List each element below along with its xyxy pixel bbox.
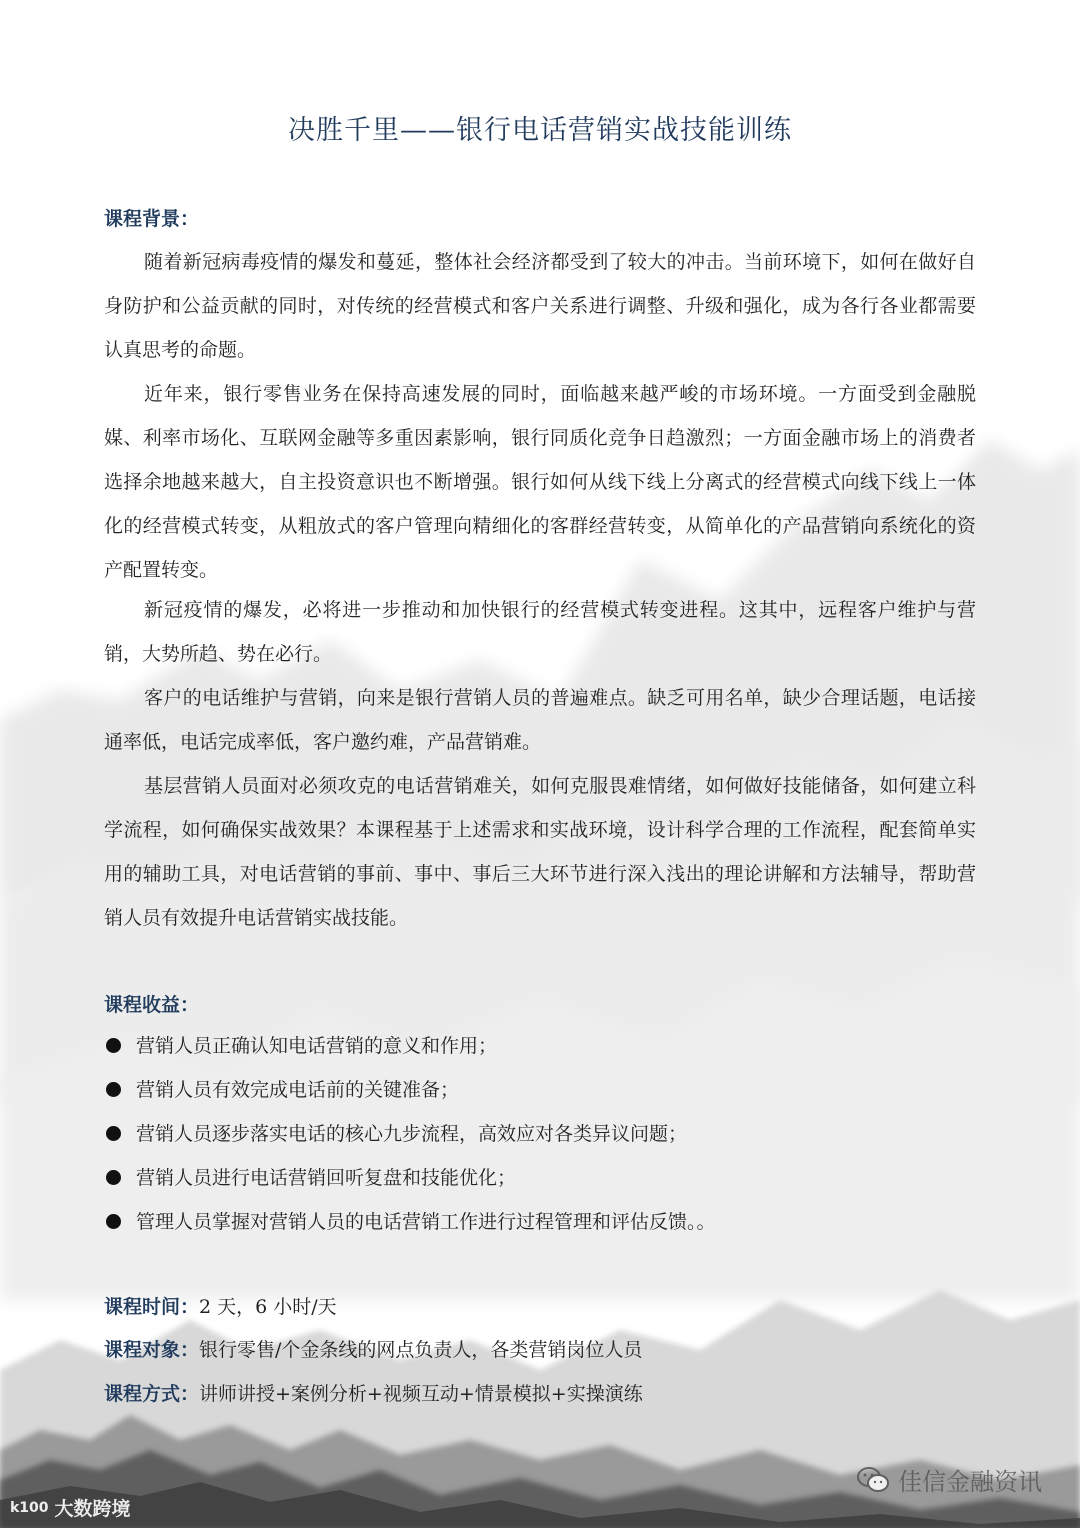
list-item: 营销人员正确认知电话营销的意义和作用； <box>104 1024 984 1068</box>
section-heading-benefits: 课程收益： <box>104 994 200 1016</box>
list-item: 管理人员掌握对营销人员的电话营销工作进行过程管理和评估反馈。。 <box>104 1200 984 1244</box>
background-paragraph-1: 随着新冠病毒疫情的爆发和蔓延，整体社会经济都受到了较大的冲击。当前环境下，如何在做好自身防护和公益贡献的同时，对传统的经营模式和客户关系进行调整、升级和强化，成为各行各业都需要认真思考的命题。 <box>104 251 976 361</box>
bullet-icon <box>106 1214 121 1229</box>
course-target-value: 银行零售/个金条线的网点负责人，各类营销岗位人员 <box>199 1339 643 1361</box>
course-method-label: 课程方式： <box>104 1383 200 1405</box>
course-time-label: 课程时间： <box>104 1296 200 1318</box>
background-paragraph-4: 客户的电话维护与营销，向来是银行营销人员的普遍难点。缺乏可用名单，缺少合理话题，电话接通率低，电话完成率低，客户邀约难，产品营销难。 <box>104 687 976 753</box>
platform-watermark <box>10 1494 131 1521</box>
list-item: 营销人员逐步落实电话的核心九步流程，高效应对各类异议问题； <box>104 1112 984 1156</box>
platform-logo: k100 <box>10 1499 49 1516</box>
platform-watermark-text: 大数跨境 <box>54 1498 131 1520</box>
background-paragraph-5: 基层营销人员面对必须攻克的电话营销难关，如何克服畏难情绪，如何做好技能储备，如何建立科学流程，如何确保实战效果？本课程基于上述需求和实战环境，设计科学合理的工作流程，配套简单实用的辅助工具，对电话营销的事前、事中、事后三大环节进行深入浅出的理论讲解和方法辅导，帮助营销人员有效提升电话营销实战技能。 <box>104 775 976 929</box>
bullet-icon <box>106 1170 121 1185</box>
bullet-icon <box>106 1126 121 1141</box>
background-paragraph-3: 新冠疫情的爆发，必将进一步推动和加快银行的经营模式转变进程。这其中，远程客户维护与营销，大势所趋、势在必行。 <box>104 599 976 665</box>
section-heading-background: 课程背景： <box>104 208 200 230</box>
bullet-icon <box>106 1082 121 1097</box>
course-target <box>104 1335 642 1365</box>
background-paragraph-2: 近年来，银行零售业务在保持高速发展的同时，面临越来越严峻的市场环境。一方面受到金融脱媒、利率市场化、互联网金融等多重因素影响，银行同质化竞争日趋激烈；一方面金融市场上的消费者选择余地越来越大，自主投资意识也不断增强。银行如何从线下线上分离式的经营模式向线下线上一体化的经营模式转变，从粗放式的客户管理向精细化的客群经营转变，从简单化的产品营销向系统化的资产配置转变。 <box>104 383 976 581</box>
wechat-watermark-text: 佳信金融资讯 <box>898 1468 1042 1496</box>
benefits-list <box>104 1024 984 1244</box>
list-item: 营销人员进行电话营销回听复盘和技能优化； <box>104 1156 984 1200</box>
document-title: 决胜千里——银行电话营销实战技能训练 <box>288 115 792 146</box>
course-time-value: 2 天，6 小时/天 <box>199 1296 337 1318</box>
course-time <box>104 1292 337 1322</box>
course-method <box>104 1379 643 1409</box>
course-target-label: 课程对象： <box>104 1339 200 1361</box>
wechat-icon <box>856 1466 890 1494</box>
wechat-watermark <box>856 1462 1042 1497</box>
bullet-icon <box>106 1038 121 1053</box>
list-item: 营销人员有效完成电话前的关键准备； <box>104 1068 984 1112</box>
course-method-value: 讲师讲授+案例分析+视频互动+情景模拟+实操演练 <box>199 1383 643 1405</box>
